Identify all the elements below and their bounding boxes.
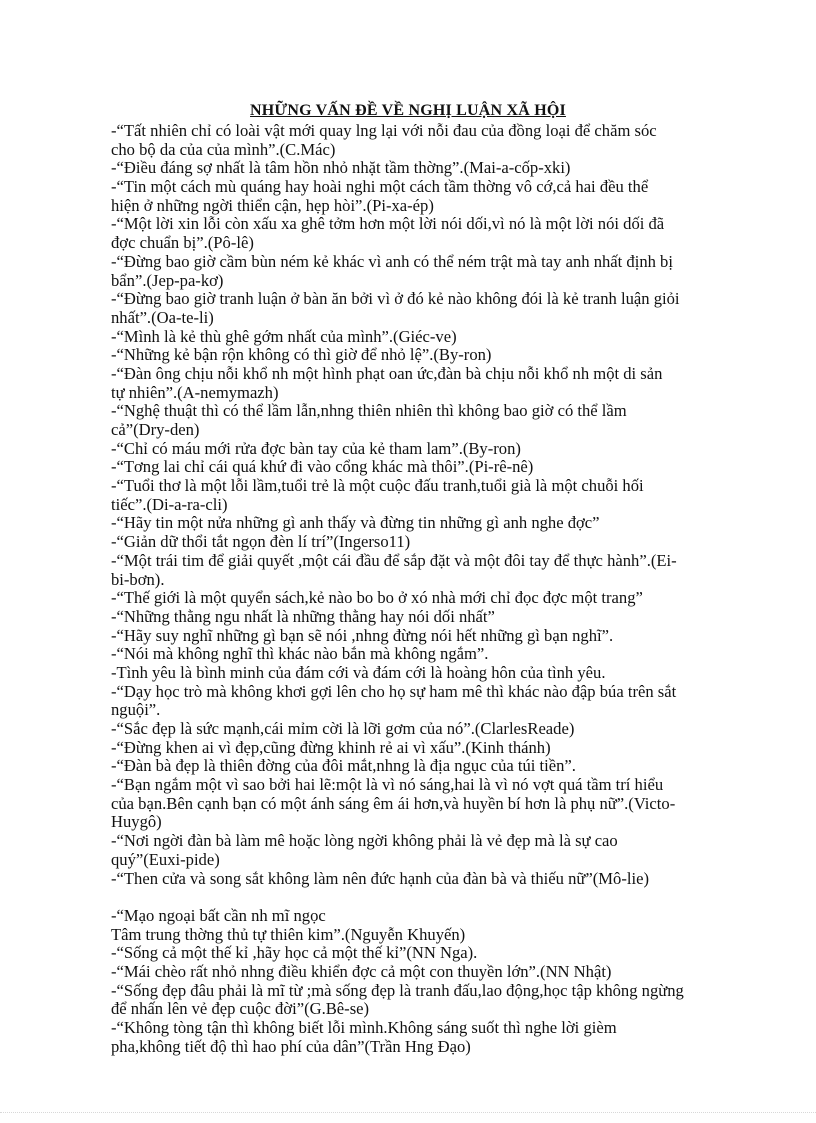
- text-line: -“Sống đẹp đâu phải là mĩ từ ;mà sống đẹp là tranh đấu,lao động,học tập không ngừng: [111, 981, 684, 1000]
- text-line: -“Tuổi thơ là một lỗi lầm,tuổi trẻ là một cuộc đấu tranh,tuổi già là một chuỗi hối: [111, 477, 644, 496]
- text-line: Tâm trung thờng thủ tự thiên kim”.(Nguyễn Khuyến): [111, 925, 466, 944]
- text-line: -“Đừng khen ai vì đẹp,cũng đừng khinh rẻ ai vì xấu”.(Kinh thánh): [111, 738, 551, 757]
- document-title: NHỮNG VẤN ĐỀ VỀ NGHỊ LUẬN XÃ HỘI: [250, 102, 566, 119]
- text-line: -“Đừng bao giờ cầm bùn ném kẻ khác vì anh có thể ném trật mà tay anh nhất định bị: [111, 252, 673, 271]
- text-line: -“Hãy suy nghĩ những gì bạn sẽ nói ,nhng đừng nói hết những gì bạn nghĩ”.: [111, 626, 614, 645]
- text-line: pha,không tiết độ thì hao phí của dân”(Trần Hng Đạo): [111, 1037, 471, 1056]
- text-line: Huygô): [111, 813, 162, 832]
- text-line: -“Chỉ có máu mới rửa đợc bàn tay của kẻ tham lam”.(By-ron): [111, 439, 521, 458]
- text-line: -“Mái chèo rất nhỏ nhng điều khiển đợc cả một con thuyền lớn”.(NN Nhật): [111, 962, 612, 981]
- text-line: -“Những thằng ngu nhất là những thằng hay nói dối nhất”: [111, 607, 495, 626]
- text-line: -“Một lời xin lỗi còn xấu xa ghê tởm hơn một lời nói dối,vì nó là một lời nói dối đã: [111, 215, 665, 234]
- text-line: -“Bạn ngắm một vì sao bởi hai lẽ:một là vì nó sáng,hai là vì nó vợt quá tầm trí hiểu: [111, 776, 664, 795]
- text-line: -“Đừng bao giờ tranh luận ở bàn ăn bởi vì ở đó kẻ nào không đói là kẻ tranh luận giỏi: [111, 290, 680, 309]
- text-line: -“Không tòng tận thì không biết lỗi mình.Không sáng suốt thì nghe lời gièm: [111, 1019, 617, 1037]
- text-line: của bạn.Bên cạnh bạn có một ánh sáng êm ái hơn,và huyền bí hơn là phụ nữ”.(Victo-: [111, 794, 676, 813]
- text-line: để nhấn lên vẻ đẹp cuộc đời”(G.Bê-se): [111, 1000, 370, 1019]
- text-line: -“Sống cả một thế kỉ ,hãy học cả một thế kỉ”(NN Nga).: [111, 944, 478, 963]
- text-line: -“Then cửa và song sắt không làm nên đức hạnh của đàn bà và thiếu nữ”(Mô-lie): [111, 869, 649, 888]
- text-line: -“Thế giới là một quyển sách,kẻ nào bo bo ở xó nhà mới chỉ đọc đợc một trang”: [111, 589, 643, 608]
- text-line: -“Giản dữ thổi tắt ngọn đèn lí trí”(Ingerso11): [111, 533, 411, 552]
- text-line: -“Nói mà không nghĩ thì khác nào bắn mà không ngắm”.: [111, 645, 489, 664]
- text-line: -Tình yêu là bình minh của đám cới và đám cới là hoàng hôn của tình yêu.: [111, 663, 606, 682]
- text-line: nhất”.(Oa-te-li): [111, 308, 214, 327]
- text-line: -“Hãy tin một nửa những gì anh thấy và đừng tin những gì anh nghe đợc”: [111, 514, 600, 533]
- text-line: -“Tất nhiên chỉ có loài vật mới quay lng lại với nỗi đau của đồng loại để chăm sóc: [111, 122, 657, 140]
- text-line: đợc chuẩn bị”.(Pô-lê): [111, 234, 254, 253]
- text-line: hiện ở những ngời thiển cận, hẹp hòi”.(Pi-xa-ép): [111, 196, 434, 215]
- text-line: tự nhiên”.(A-nemymazh): [111, 383, 279, 402]
- text-line: -“Điều đáng sợ nhất là tâm hồn nhỏ nhặt tầm thờng”.(Mai-a-cốp-xki): [111, 159, 571, 178]
- text-line: nguội”.: [111, 701, 161, 720]
- document-body: [111, 122, 756, 1056]
- text-line: -“Tin một cách mù quáng hay hoài nghi một cách tầm thờng vô cớ,cả hai đều thể: [111, 178, 649, 197]
- text-line: -“Một trái tim để giải quyết ,một cái đầu để sắp đặt và một đôi tay để thực hành”.(Ei-: [111, 551, 677, 570]
- text-line: -“Những kẻ bận rộn không có thì giờ để nhỏ lệ”.(By-ron): [111, 346, 492, 365]
- text-line: bẩn”.(Jep-pa-kơ): [111, 271, 224, 290]
- text-line: -“Đàn bà đẹp là thiên đờng của đôi mắt,nhng là địa ngục của túi tiền”.: [111, 757, 576, 776]
- text-line: -“Mình là kẻ thù ghê gớm nhất của mình”.(Giéc-ve): [111, 327, 457, 346]
- text-line: bi-bơn).: [111, 570, 165, 589]
- text-line: cả”(Dry-den): [111, 421, 200, 439]
- text-line: -“Dạy học trò mà không khơi gợi lên cho họ sự ham mê thì khác nào đập búa trên sắt: [111, 682, 677, 701]
- text-line: -“Đàn ông chịu nỗi khổ nh một hình phạt oan ức,đàn bà chịu nỗi khổ nh một di sản: [111, 364, 663, 383]
- text-line: -“Nghệ thuật thì có thể lầm lẫn,nhng thiên nhiên thì không bao giờ có thể lầm: [111, 402, 627, 421]
- blank-line: [111, 888, 756, 907]
- text-line: quý”(Euxi-pide): [111, 850, 220, 869]
- text-line: -“Nơi ngời đàn bà làm mê hoặc lòng ngời không phải là vẻ đẹp mà là sự cao: [111, 832, 618, 851]
- text-line: -“Sắc đẹp là sức mạnh,cái mỉm cời là lỡi gơm của nó”.(ClarlesReade): [111, 720, 575, 738]
- text-line: -“Mạo ngoại bất cần nh mĩ ngọc: [111, 906, 326, 925]
- text-line: -“Tơng lai chỉ cái quá khứ đi vào cổng khác mà thôi”.(Pi-rê-nê): [111, 458, 534, 477]
- text-line: tiếc”.(Di-a-ra-cli): [111, 495, 228, 514]
- text-line: cho bộ da của của mình”.(C.Mác): [111, 140, 336, 159]
- page-bottom-divider: [0, 1112, 816, 1113]
